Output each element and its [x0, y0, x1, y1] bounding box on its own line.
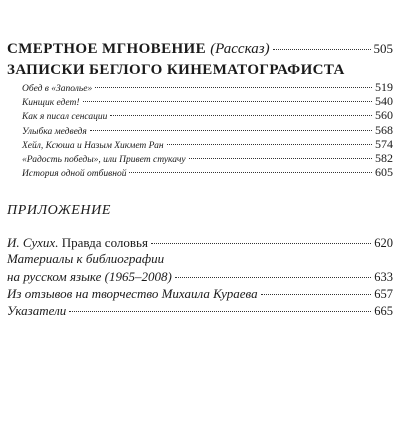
dot-leader [189, 149, 372, 160]
page-number: 620 [374, 236, 393, 250]
toc-entry-title: на русском языке (1965–2008) [7, 269, 172, 284]
toc-entry-smertnoe-mgnovenie [7, 37, 393, 58]
page-number: 657 [374, 287, 393, 301]
page-number: 605 [375, 165, 393, 179]
entry-title: Правда соловья [61, 235, 148, 250]
entry-author: И. Сухих. [7, 235, 59, 250]
toc-entry [22, 165, 393, 180]
dot-leader [167, 135, 372, 146]
dot-leader [273, 34, 371, 50]
page-number: 574 [375, 137, 393, 151]
page-number: 582 [375, 151, 393, 165]
dot-leader [175, 264, 371, 278]
section-subtitle: (Рассказ) [210, 41, 270, 57]
dot-leader [151, 230, 371, 244]
toc-entry-title: Обед в «Заполье» [22, 84, 93, 94]
dot-leader [129, 163, 372, 174]
page-number: 633 [374, 270, 393, 284]
toc-entry-title: Кинщик едет! [22, 98, 80, 108]
toc-entry-title: Из отзывов на творчество Михаила Кураева [7, 286, 258, 301]
toc-entry-title: Как я писал сенсации [22, 112, 108, 122]
toc-entry-title [7, 41, 270, 58]
page-number: 505 [373, 41, 393, 56]
appendix-heading: ПРИЛОЖЕНИЕ [7, 203, 111, 218]
page-number: 568 [375, 123, 393, 137]
page-number: 519 [375, 80, 393, 94]
toc-entry-title [7, 235, 148, 251]
dot-leader [69, 298, 371, 312]
page-number: 540 [375, 94, 393, 108]
toc-entry-sukhikh [7, 233, 393, 251]
toc-entry-title: Хейл, Ксюша и Назым Хикмет Ран [22, 141, 164, 151]
toc-entry-title: «Радость победы», или Привет стукачу [22, 155, 186, 165]
toc-entry-indexes [7, 301, 393, 319]
dot-leader [261, 281, 372, 295]
toc-entry-bibliography-line1: Материалы к библиографии [7, 251, 165, 266]
page-number: 560 [375, 108, 393, 122]
page-number: 665 [374, 304, 393, 318]
dot-leader [110, 106, 372, 117]
toc-entry-title: Указатели [7, 303, 67, 318]
dot-leader [83, 92, 372, 103]
dot-leader [95, 78, 372, 89]
section-title: СМЕРТНОЕ МГНОВЕНИЕ [7, 41, 207, 57]
section-heading: ЗАПИСКИ БЕГЛОГО КИНЕМАТОГРАФИСТА [7, 62, 345, 78]
toc-entry-title: История одной отбивной [22, 169, 127, 179]
toc-entry-title: Улыбка медведя [22, 127, 87, 137]
dot-leader [90, 121, 372, 132]
